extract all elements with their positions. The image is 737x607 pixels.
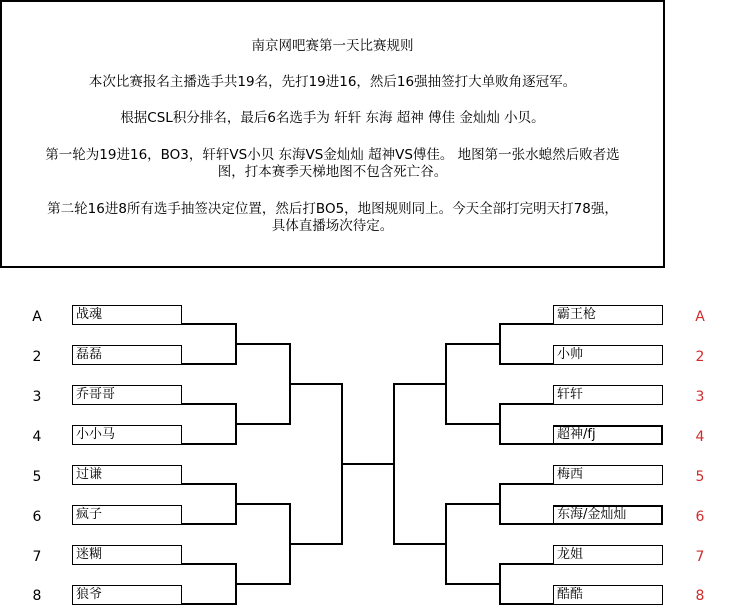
left-player-slot: 磊磊	[72, 345, 182, 365]
notice-line-4a: 第二轮16进8所有选手抽签决定位置，然后打BO5，地图规则同上。今天全部打完明天打78强，	[47, 201, 618, 217]
left-seed: 5	[32, 469, 42, 485]
left-player-slot: 狼爷	[72, 585, 182, 605]
right-player-slot: 超神/fj	[553, 425, 663, 445]
left-player-slot: 战魂	[72, 305, 182, 325]
notice-line-3a: 第一轮为19进16，BO3，轩轩VS小贝 东海VS金灿灿 超神VS傅佳。 地图第一张水螅然后败者选	[45, 147, 620, 163]
left-seed: 2	[32, 349, 42, 365]
notice-title: 南京网吧赛第一天比赛规则	[251, 38, 414, 54]
left-player-slot: 疯子	[72, 505, 182, 525]
right-player-slot: 东海/金灿灿	[553, 505, 663, 525]
right-seed: 3	[695, 389, 705, 405]
right-seed: 8	[695, 588, 705, 604]
right-player-slot: 轩轩	[553, 385, 663, 405]
left-seed: 3	[32, 389, 42, 405]
notice-line-1: 本次比赛报名主播选手共19名，先打19进16，然后16强抽签打大单败角逐冠军。	[88, 74, 577, 90]
right-seed: 7	[695, 549, 705, 565]
right-seed: A	[695, 309, 705, 325]
notice-line-4b: 具体直播场次待定。	[271, 218, 394, 234]
left-player-slot: 小小马	[72, 425, 182, 445]
left-player-slot: 乔哥哥	[72, 385, 182, 405]
left-seed: 6	[32, 509, 42, 525]
right-seed: 5	[695, 469, 705, 485]
left-seed: 8	[32, 588, 42, 604]
right-player-slot: 龙姐	[553, 545, 663, 565]
left-player-slot: 过谦	[72, 465, 182, 485]
left-seed: A	[32, 309, 42, 325]
right-player-slot: 酷酷	[553, 585, 663, 605]
notice-line-3b: 图，打本赛季天梯地图不包含死亡谷。	[217, 164, 448, 180]
right-player-slot: 梅西	[553, 465, 663, 485]
right-seed: 2	[695, 349, 705, 365]
right-seed: 6	[695, 509, 705, 525]
right-player-slot: 霸王枪	[553, 305, 663, 325]
notice-line-2: 根据CSL积分排名，最后6名选手为 轩轩 东海 超神 傅佳 金灿灿 小贝。	[120, 110, 545, 126]
right-player-slot: 小帅	[553, 345, 663, 365]
left-seed: 7	[32, 549, 42, 565]
left-player-slot: 迷糊	[72, 545, 182, 565]
right-seed: 4	[695, 429, 705, 445]
left-seed: 4	[32, 429, 42, 445]
